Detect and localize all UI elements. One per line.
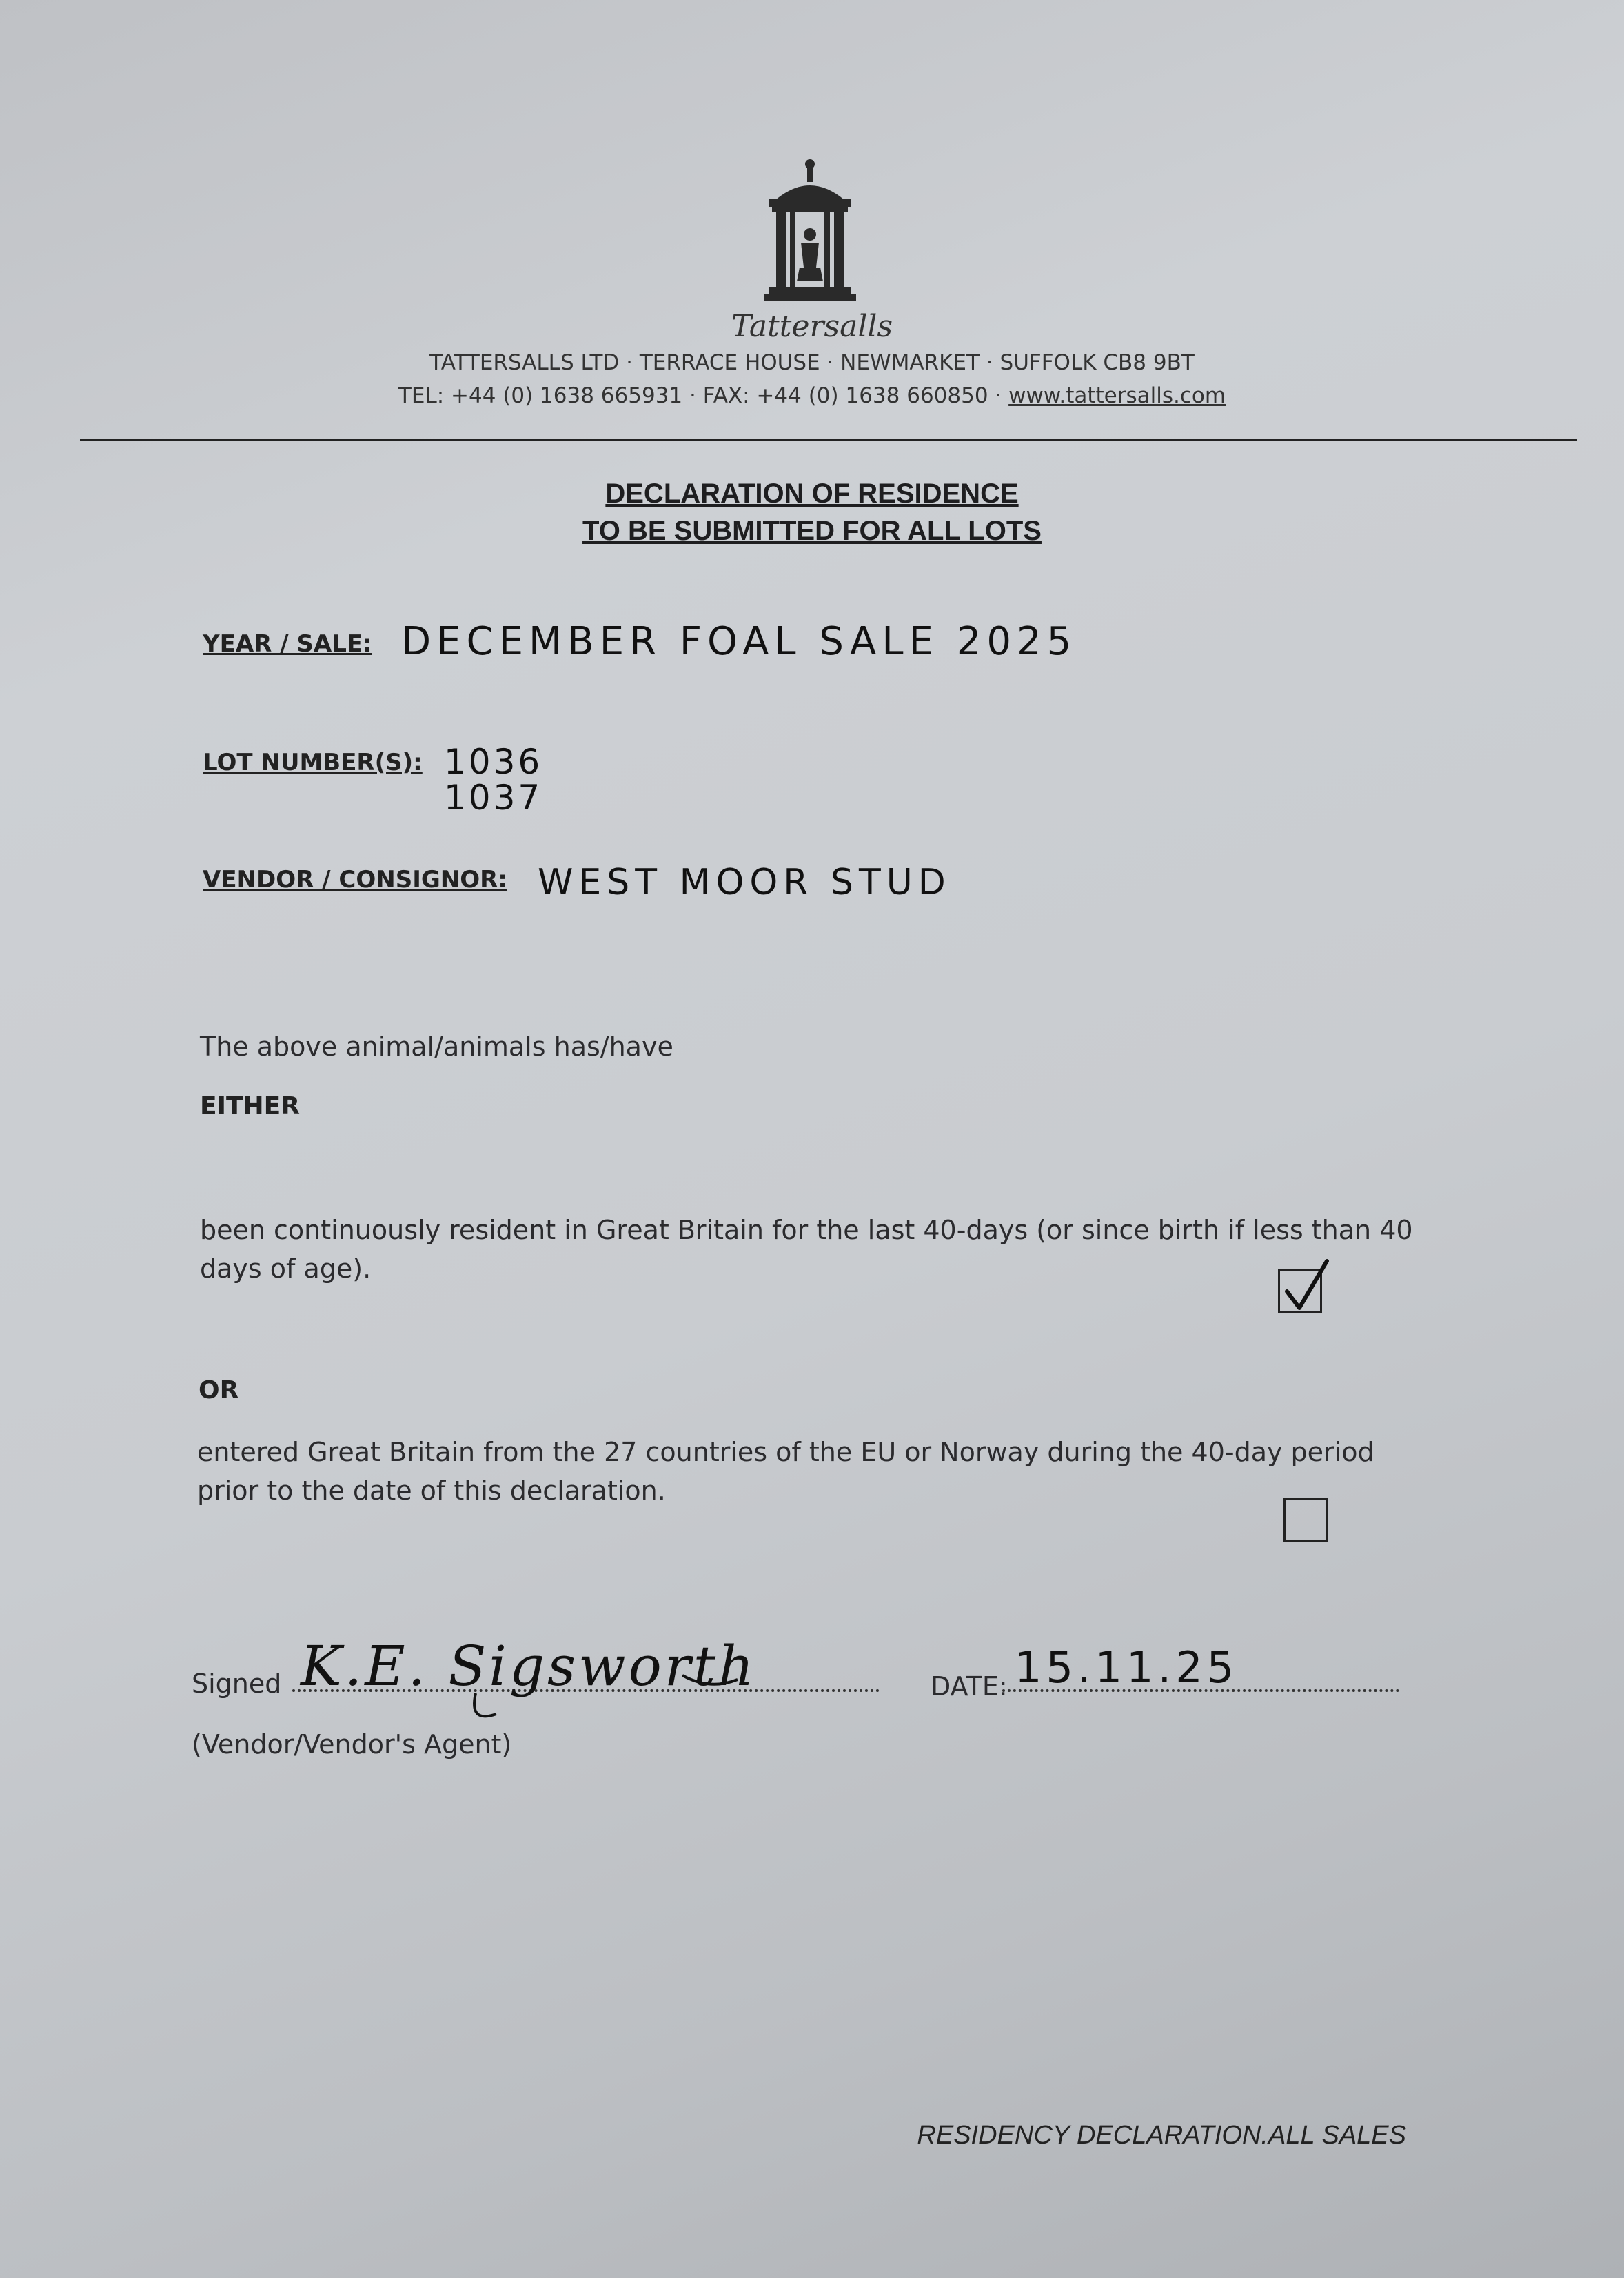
lot-number-1: 1036 <box>444 742 543 782</box>
date-label: DATE: <box>931 1671 1008 1702</box>
signed-label: Signed <box>192 1669 282 1699</box>
declaration-intro: The above animal/animals has/have <box>200 1031 673 1062</box>
contact-numbers: TEL: +44 (0) 1638 665931 · FAX: +44 (0) 1638 660850 · <box>398 383 1009 408</box>
signer-role: (Vendor/Vendor's Agent) <box>192 1729 512 1760</box>
or-label: OR <box>199 1376 239 1404</box>
lot-number-2: 1037 <box>444 778 543 818</box>
tattersalls-temple-logo-icon <box>751 157 869 309</box>
either-label: EITHER <box>200 1092 300 1120</box>
form-subtitle: TO BE SUBMITTED FOR ALL LOTS <box>582 516 1042 546</box>
brand-name: Tattersalls <box>731 309 893 344</box>
year-sale-label: YEAR / SALE: <box>203 630 372 658</box>
website-link: www.tattersalls.com <box>1008 383 1226 408</box>
option2-text-line2: prior to the date of this declaration. <box>197 1475 666 1506</box>
option2-text-line1: entered Great Britain from the 27 countries of the EU or Norway during the 40-day period <box>197 1437 1374 1467</box>
checkmark-icon <box>1276 1256 1338 1318</box>
date-value: 15.11.25 <box>1015 1642 1239 1693</box>
option2-checkbox[interactable] <box>1283 1498 1328 1542</box>
vendor-value: WEST MOOR STUD <box>538 862 951 903</box>
signature-text: K.E. Sigsworth <box>301 1634 757 1698</box>
company-address: TATTERSALLS LTD · TERRACE HOUSE · NEWMARKET · SUFFOLK CB8 9BT <box>429 350 1195 375</box>
lot-numbers-label: LOT NUMBER(S): <box>203 749 423 776</box>
option1-checkbox[interactable] <box>1278 1269 1322 1313</box>
year-sale-value: DECEMBER FOAL SALE 2025 <box>401 619 1077 664</box>
form-title: DECLARATION OF RESIDENCE <box>605 478 1019 509</box>
form-footer: RESIDENCY DECLARATION.ALL SALES <box>917 2121 1406 2150</box>
vendor-label: VENDOR / CONSIGNOR: <box>203 866 507 894</box>
option1-text-line2: days of age). <box>200 1253 372 1284</box>
option1-text-line1: been continuously resident in Great Britain for the last 40-days (or since birth if less than 40 <box>200 1215 1413 1245</box>
company-contact <box>0 383 1624 408</box>
header-divider <box>80 439 1577 441</box>
handwritten-signature <box>296 1627 765 1731</box>
